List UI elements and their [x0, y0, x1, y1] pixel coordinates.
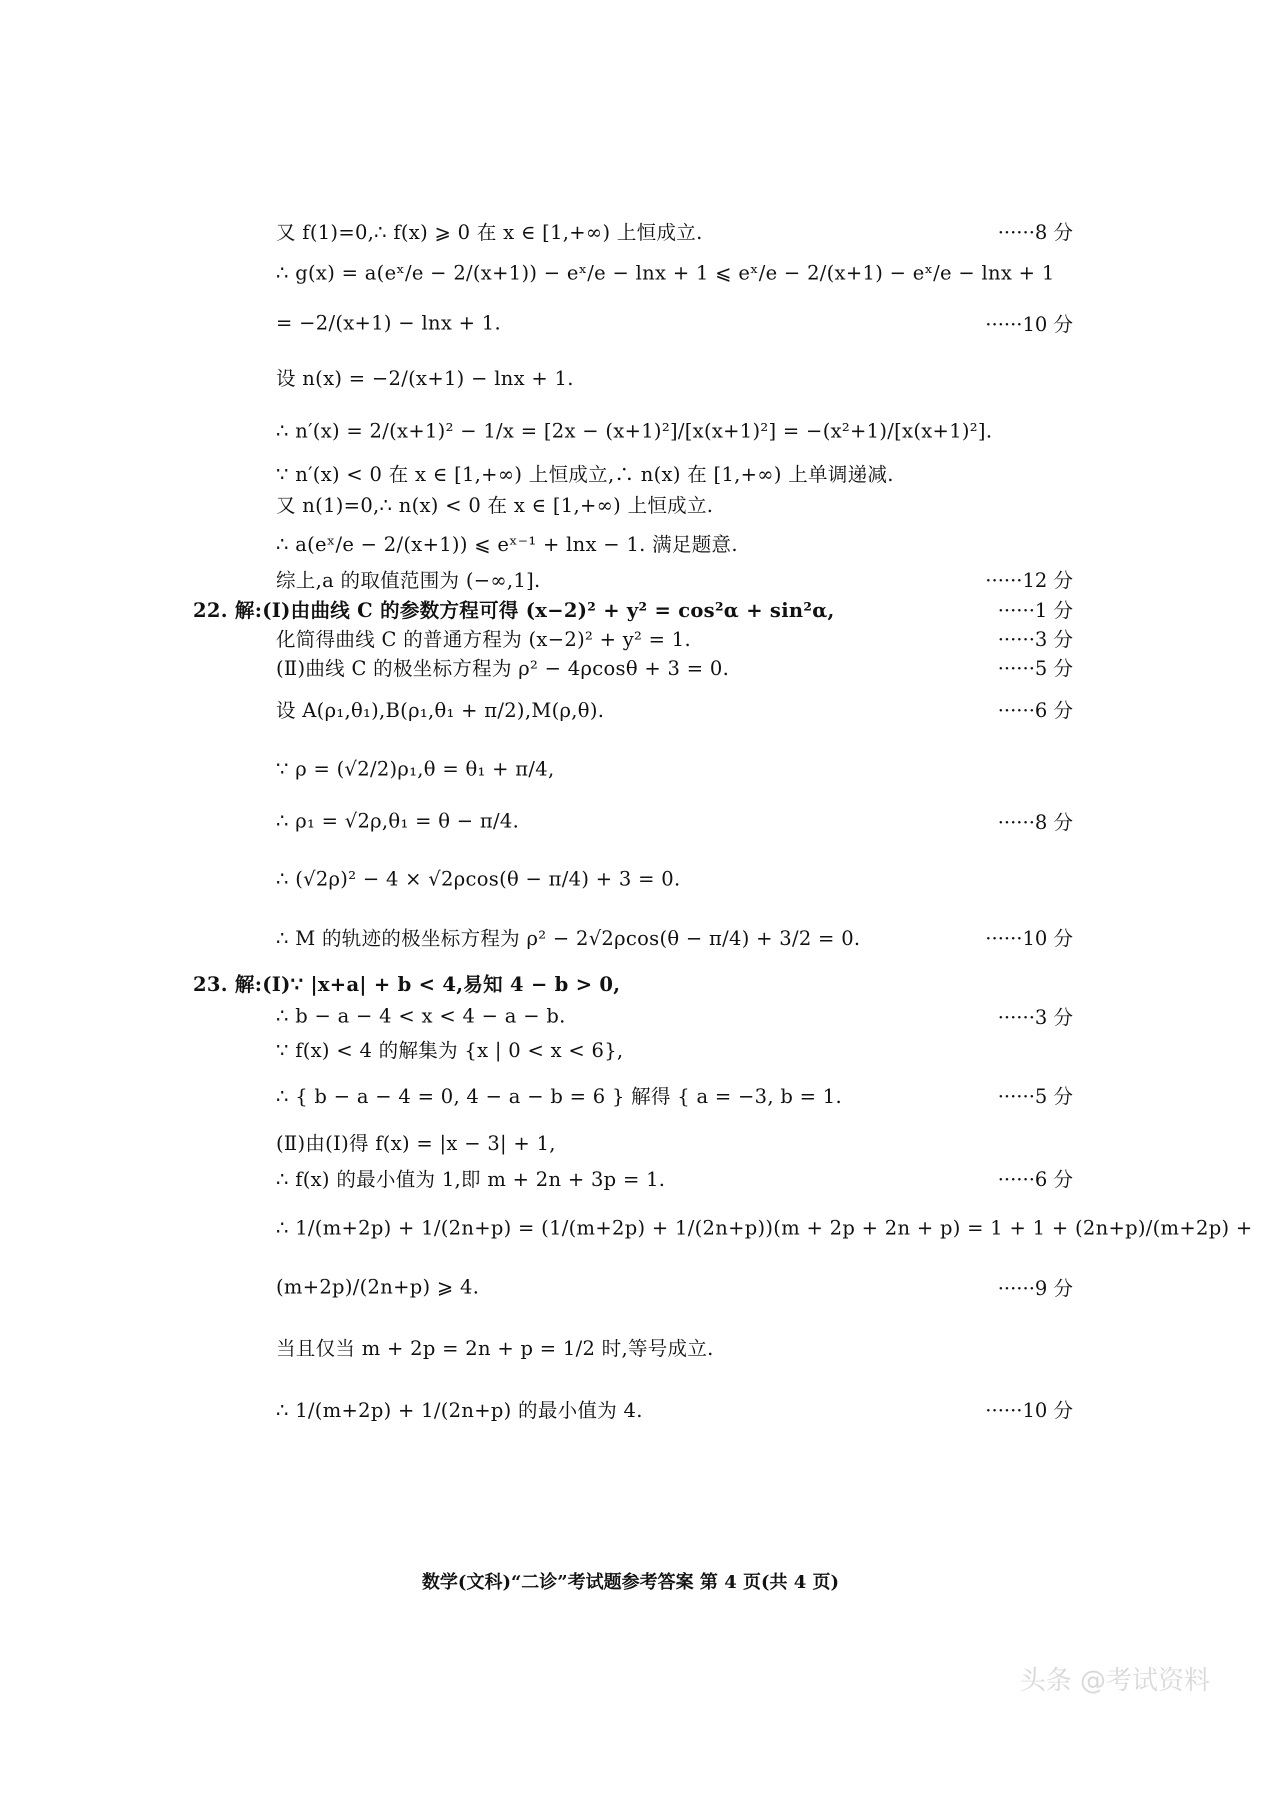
solution-line: [0, 456, 1261, 490]
line-text: ∵ f(x) < 4 的解集为 {x | 0 < x < 6},: [276, 1039, 624, 1062]
score-mark: ······9 分: [997, 1277, 1073, 1300]
solution-line: [0, 650, 1261, 684]
line-text: (Ⅱ)曲线 C 的极坐标方程为 ρ² − 4ρcosθ + 3 = 0.: [276, 657, 730, 680]
score-mark: ······3 分: [997, 1006, 1073, 1029]
solution-line: [0, 360, 1261, 394]
score-mark: ······8 分: [997, 811, 1073, 834]
line-text: 当且仅当 m + 2p = 2n + p = 1/2 时,等号成立.: [276, 1337, 714, 1360]
solution-line: [0, 256, 1261, 290]
score-mark: ······6 分: [997, 1168, 1073, 1191]
line-text: ∴ ρ₁ = √2ρ,θ₁ = θ − π/4.: [276, 809, 520, 833]
line-text: ∴ n′(x) = 2/(x+1)² − 1/x = [2x − (x+1)²]/[x(x+1)²] = −(x²+1)/[x(x+1)²].: [276, 419, 993, 443]
score-mark: ······5 分: [997, 657, 1073, 680]
solution-line: [0, 692, 1261, 726]
solution-line: [0, 862, 1261, 896]
line-text: ∴ { b − a − 4 = 0, 4 − a − b = 6 } 解得 { a = −3, b = 1.: [276, 1085, 842, 1108]
line-text: 化简得曲线 C 的普通方程为 (x−2)² + y² = 1.: [276, 628, 692, 651]
solution-line: [0, 562, 1261, 596]
line-text: ∵ n′(x) < 0 在 x ∈ [1,+∞) 上恒成立,∴ n(x) 在 [1,+∞) 上单调递减.: [276, 463, 894, 486]
score-mark: ······12 分: [985, 569, 1073, 592]
line-text: 设 n(x) = −2/(x+1) − lnx + 1.: [276, 367, 574, 390]
line-text: ∴ (√2ρ)² − 4 × √2ρcos(θ − π/4) + 3 = 0.: [276, 867, 681, 891]
solution-line: [0, 526, 1261, 560]
line-text: ∵ ρ = (√2/2)ρ₁,θ = θ₁ + π/4,: [276, 757, 555, 781]
score-mark: ······6 分: [997, 699, 1073, 722]
solution-line: [0, 804, 1261, 838]
line-text: ∴ a(eˣ/e − 2/(x+1)) ⩽ eˣ⁻¹ + lnx − 1. 满足题意.: [276, 533, 738, 556]
solution-line: [0, 1392, 1261, 1426]
solution-line: [0, 1078, 1261, 1112]
solution-line: [0, 306, 1261, 340]
solution-line: [0, 999, 1261, 1033]
page-footer: 数学(文科)“二诊”考试题参考答案 第 4 页(共 4 页): [421, 1572, 840, 1593]
line-text: ∴ 1/(m+2p) + 1/(2n+p) = (1/(m+2p) + 1/(2n+p))(m + 2p + 2n + p) = 1 + 1 + (2n+p)/(m+2p) +: [276, 1216, 1253, 1240]
line-text: ∴ f(x) 的最小值为 1,即 m + 2n + 3p = 1.: [276, 1168, 666, 1191]
score-mark: ······10 分: [985, 313, 1073, 336]
solution-line: [0, 1161, 1261, 1195]
line-text: ∴ b − a − 4 < x < 4 − a − b.: [276, 1004, 566, 1028]
solution-line: [0, 414, 1261, 448]
problem-heading-23: [0, 966, 1261, 1000]
line-text: 又 f(1)=0,∴ f(x) ⩾ 0 在 x ∈ [1,+∞) 上恒成立.: [276, 221, 703, 244]
line-text: ∴ 1/(m+2p) + 1/(2n+p) 的最小值为 4.: [276, 1399, 643, 1422]
line-text: 22. 解:(Ⅰ)由曲线 C 的参数方程可得 (x−2)² + y² = cos²α + sin²α,: [193, 599, 835, 622]
score-mark: ······10 分: [985, 1399, 1073, 1422]
watermark: 头条 @考试资料: [1019, 1666, 1210, 1696]
solution-line: [0, 752, 1261, 786]
line-text: 综上,a 的取值范围为 (−∞,1].: [276, 569, 541, 592]
solution-line: [0, 1211, 1261, 1245]
line-text: 又 n(1)=0,∴ n(x) < 0 在 x ∈ [1,+∞) 上恒成立.: [276, 494, 714, 517]
line-text: = −2/(x+1) − lnx + 1.: [276, 311, 501, 335]
line-text: (Ⅱ)由(Ⅰ)得 f(x) = |x − 3| + 1,: [276, 1132, 556, 1155]
solution-line: [0, 1330, 1261, 1364]
score-mark: ······1 分: [997, 599, 1073, 622]
solution-line: [0, 1032, 1261, 1066]
line-text: ∴ M 的轨迹的极坐标方程为 ρ² − 2√2ρcos(θ − π/4) + 3/2 = 0.: [276, 927, 861, 950]
solution-line: [0, 1270, 1261, 1304]
line-text: ∴ g(x) = a(eˣ/e − 2/(x+1)) − eˣ/e − lnx + 1 ⩽ eˣ/e − 2/(x+1) − eˣ/e − lnx + 1: [276, 261, 1055, 285]
line-text: 23. 解:(Ⅰ)∵ |x+a| + b < 4,易知 4 − b > 0,: [193, 973, 621, 996]
score-mark: ······5 分: [997, 1085, 1073, 1108]
solution-line: [0, 1125, 1261, 1159]
solution-line: [0, 214, 1261, 248]
solution-line: [0, 487, 1261, 521]
score-mark: ······3 分: [997, 628, 1073, 651]
score-mark: ······8 分: [997, 221, 1073, 244]
line-text: (m+2p)/(2n+p) ⩾ 4.: [276, 1275, 480, 1299]
score-mark: ······10 分: [985, 927, 1073, 950]
line-text: 设 A(ρ₁,θ₁),B(ρ₁,θ₁ + π/2),M(ρ,θ).: [276, 699, 605, 722]
solution-line: [0, 920, 1261, 954]
